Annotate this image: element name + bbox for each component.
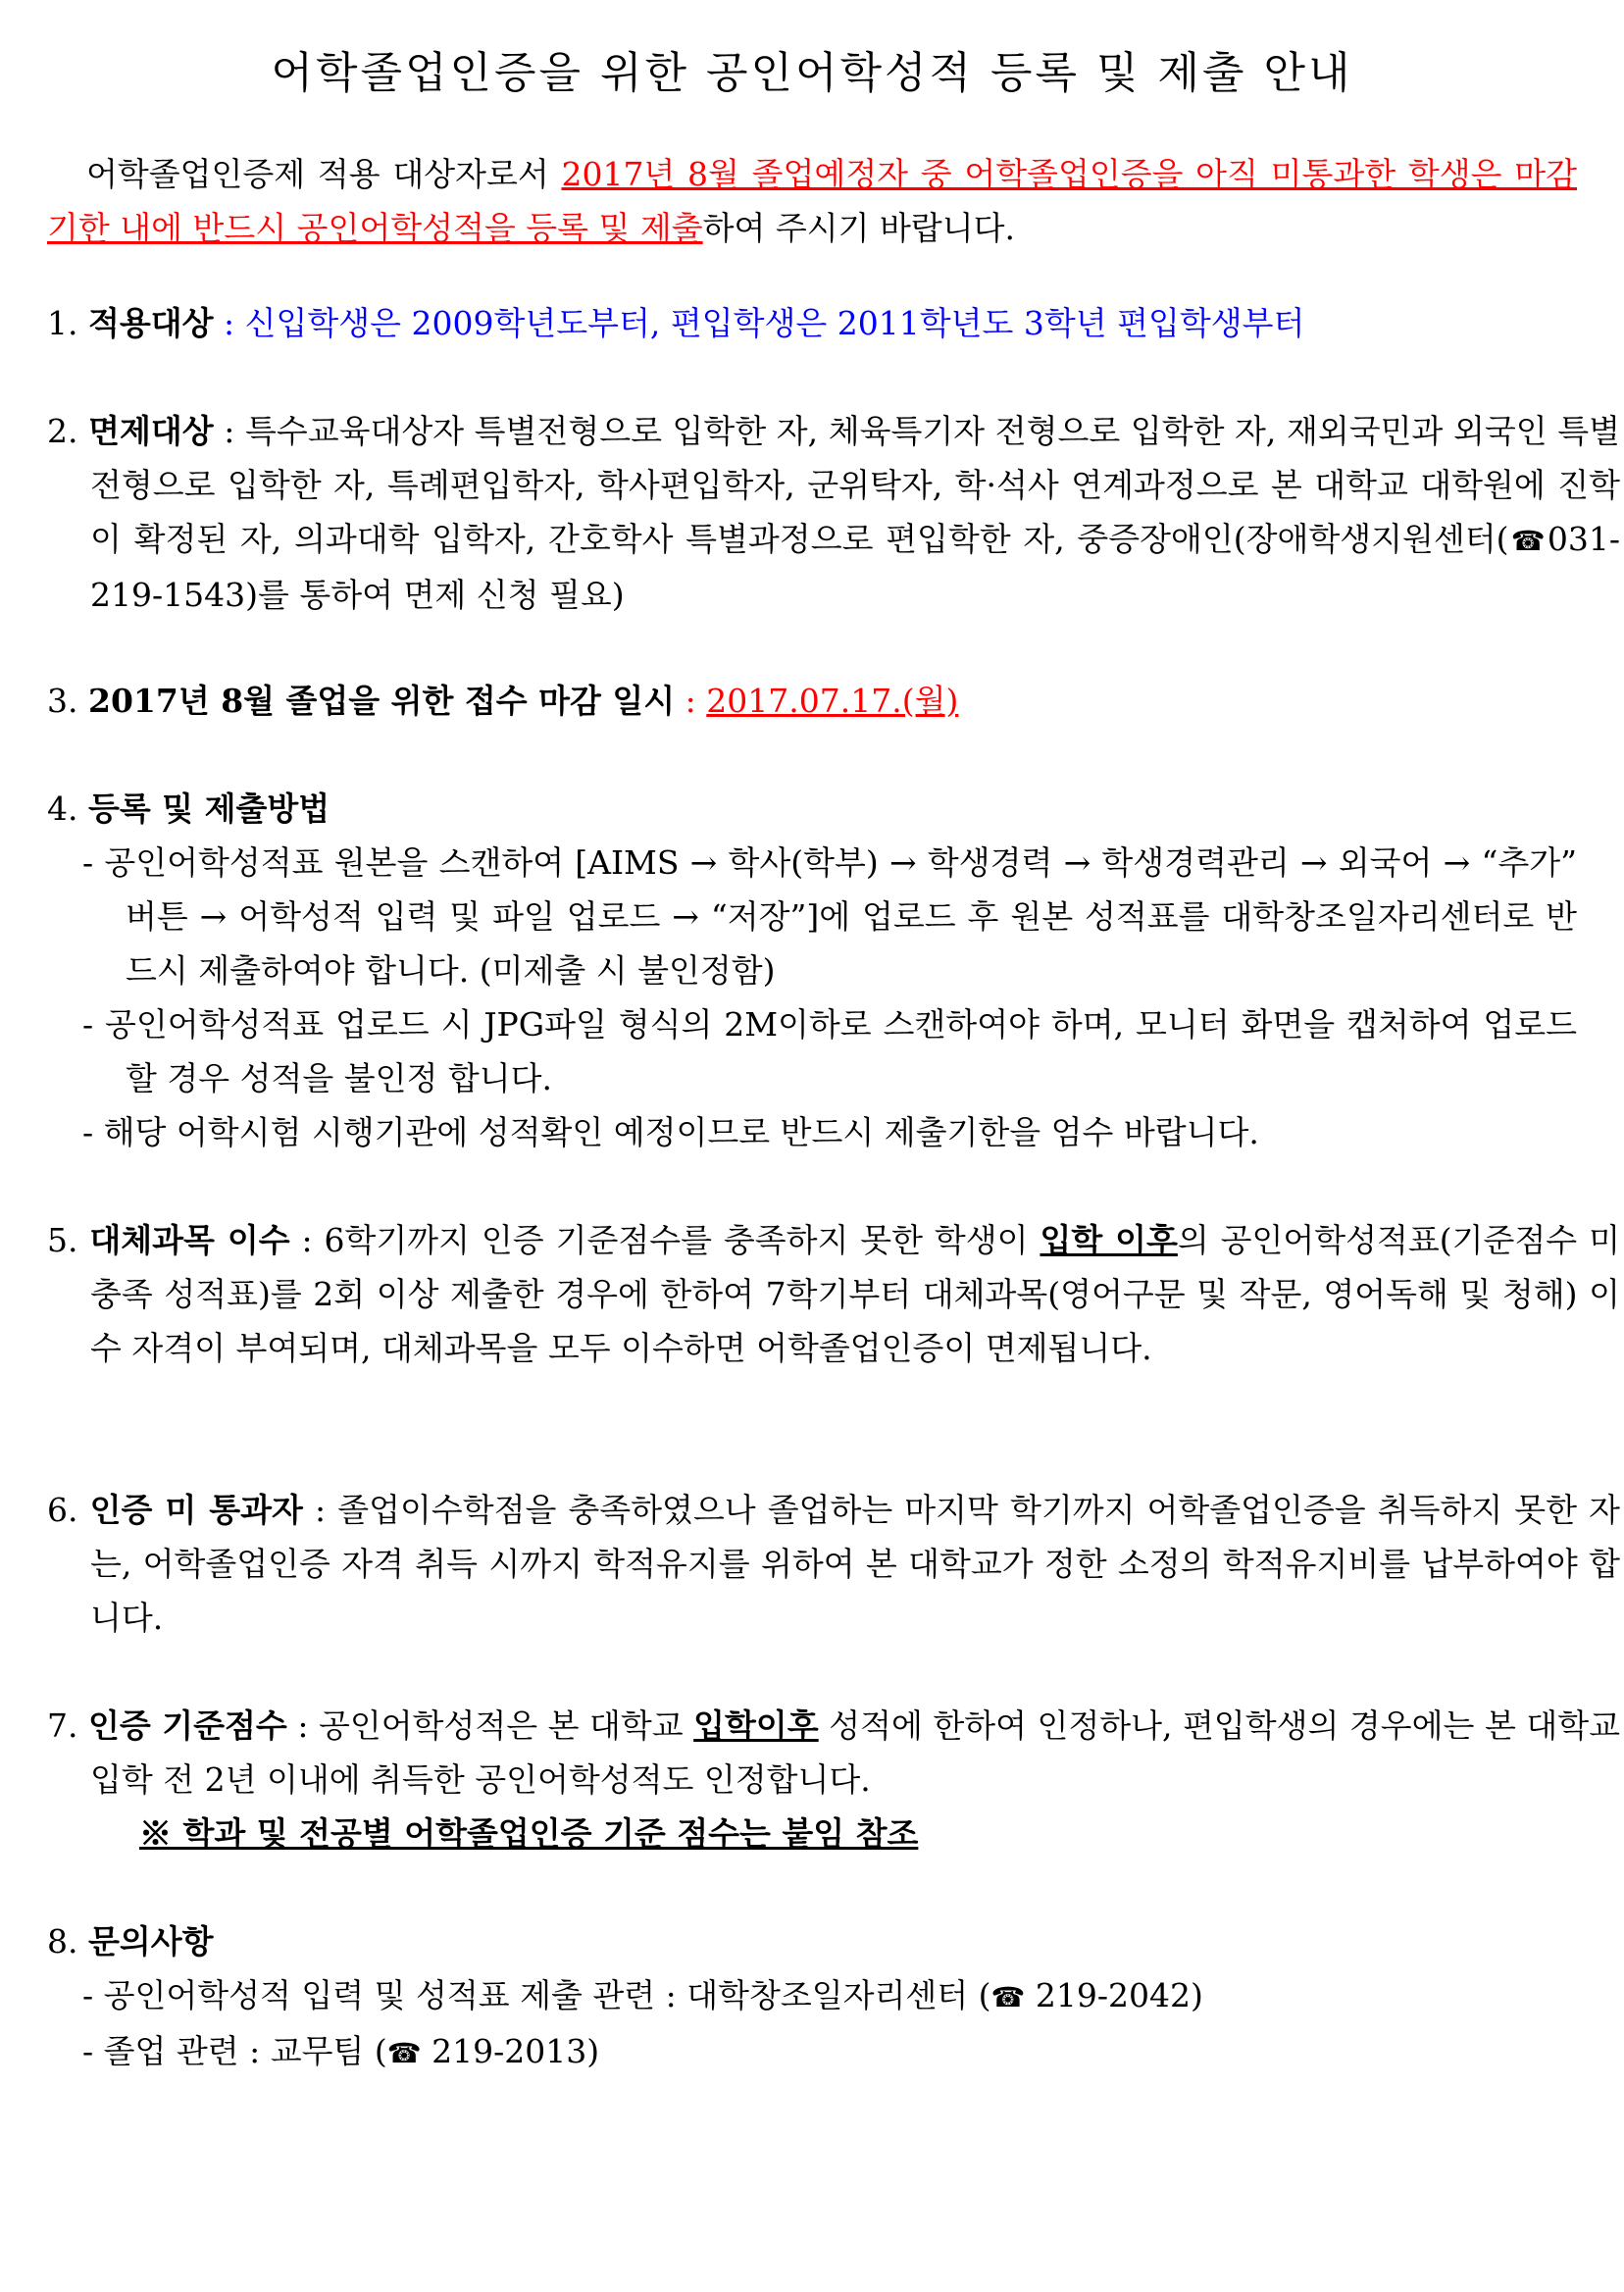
section-3-number: 3. xyxy=(47,682,78,720)
section-1-body: 신입학생은 2009학년도부터, 편입학생은 2011학년도 3학년 편입학생부터 xyxy=(244,304,1305,342)
section-6-body: 졸업이수학점을 충족하였으나 졸업하는 마지막 학기까지 어학졸업인증을 취득하지 못한 자는, 어학졸업인증 자격 취득 시까지 학적유지를 위하여 본 대학교가 정한 소정의 학적유지비를 납부하여야 합니다. xyxy=(90,1491,1620,1637)
section-2 xyxy=(47,404,1620,622)
page-title: 어학졸업인증을 위한 공인어학성적 등록 및 제출 안내 xyxy=(271,48,1353,98)
section-8-header xyxy=(47,1914,1577,1968)
section-5 xyxy=(47,1213,1620,1375)
section-4-header xyxy=(47,782,1577,836)
contact-item xyxy=(47,2024,1577,2080)
phone-icon: ☎ xyxy=(1508,525,1548,557)
contact-number: 219-2013) xyxy=(421,2032,600,2070)
section-3-heading: 2017년 8월 졸업을 위한 접수 마감 일시 xyxy=(88,682,676,720)
section-8-number: 8. xyxy=(47,1922,78,1961)
section-7-note: ※ 학과 및 전공별 어학졸업인증 기준 점수는 붙임 참조 xyxy=(139,1814,919,1853)
section-5-heading: 대체과목 이수 xyxy=(89,1221,290,1259)
section-2-heading: 면제대상 xyxy=(88,412,214,450)
section-2-sep: : xyxy=(213,412,245,450)
section-4-number: 4. xyxy=(47,789,78,828)
section-5-post: 의 공인어학성적표(기준점수 미충족 성적표)를 2회 이상 제출한 경우에 한하여 7학기부터 대체과목(영어구문 및 작문, 영어독해 및 청해) 이수 자격이 부여되며, 대체과목을 모두 이수하면 어학졸업인증이 면제됩니다. xyxy=(90,1221,1620,1367)
section-2-number: 2. xyxy=(47,412,78,450)
section-8 xyxy=(47,1914,1577,2080)
section-6 xyxy=(47,1483,1620,1645)
contact-item xyxy=(47,1968,1577,2024)
section-7-heading: 인증 기준점수 xyxy=(88,1706,287,1745)
contact-text: - 졸업 관련 : 교무팀 ( xyxy=(82,2032,387,2070)
section-1 xyxy=(47,296,1620,350)
contact-number: 219-2042) xyxy=(1025,1976,1203,2014)
section-4-heading: 등록 및 제출방법 xyxy=(88,789,330,828)
section-2-body: 특수교육대상자 특별전형으로 입학한 자, 체육특기자 전형으로 입학한 자, 재외국민과 외국인 특별전형으로 입학한 자, 특례편입학자, 학사편입학자, 군위탁자, 학·석사 연계과정으로 본 대학교 대학원에 진학이 확정된 자, 의과대학 입학자, 간호학사 특별과정으로 편입학한 자, 중증장애인(장애학생지원센터( xyxy=(90,412,1620,558)
section-7-emphasis: 입학이후 xyxy=(693,1706,819,1745)
section-5-emphasis: 입학 이후 xyxy=(1040,1221,1178,1259)
section-7-pre: 공인어학성적은 본 대학교 xyxy=(318,1706,694,1745)
section-7-post: 성적에 한하여 인정하나, 편입학생의 경우에는 본 대학교 입학 전 2년 이내에 취득한 공인어학성적도 인정합니다. xyxy=(90,1706,1620,1799)
section-5-number: 5. xyxy=(47,1221,78,1259)
section-1-sep: : xyxy=(213,304,245,342)
section-3 xyxy=(47,674,1620,728)
section-4 xyxy=(47,782,1577,1159)
deadline-date: 2017.07.17.(월) xyxy=(706,682,959,720)
section-7-number: 7. xyxy=(47,1706,78,1745)
section-6-heading: 인증 미 통과자 xyxy=(89,1491,303,1529)
section-2-body-end: 031-219-1543)를 통하여 면제 신청 필요) xyxy=(90,520,1620,614)
section-4-item: - 해당 어학시험 시행기관에 성적확인 예정이므로 반드시 제출기한을 엄수 바랍니다. xyxy=(82,1113,1259,1151)
section-8-heading: 문의사항 xyxy=(88,1922,214,1961)
section-7 xyxy=(47,1699,1620,1860)
intro-pre: 어학졸업인증제 적용 대상자로서 xyxy=(86,155,562,193)
section-7-sep: : xyxy=(286,1706,319,1745)
section-1-number: 1. xyxy=(47,304,78,342)
section-3-sep: : xyxy=(675,682,707,720)
phone-icon: ☎ xyxy=(386,2037,422,2069)
section-5-sep: : xyxy=(289,1221,325,1259)
intro-highlight: 2017년 8월 졸업예정자 중 어학졸업인증을 아직 미통과한 학생은 마감 기한 내에 반드시 공인어학성적을 등록 및 제출 xyxy=(47,155,1577,247)
section-4-item: - 공인어학성적표 원본을 스캔하여 [AIMS → 학사(학부) → 학생경력 → 학생경력관리 → 외국어 → “추가” 버튼 → 어학성적 입력 및 파일 업로드 → “저장”]에 업로드 후 원본 성적표를 대학창조일자리센터로 반드시 제출하여야 합니다. (미제출 시 불인정함) xyxy=(82,843,1577,990)
phone-icon: ☎ xyxy=(990,1981,1026,2013)
section-4-item: - 공인어학성적표 업로드 시 JPG파일 형식의 2M이하로 스캔하여야 하며, 모니터 화면을 캡처하여 업로드 할 경우 성적을 불인정 합니다. xyxy=(82,1005,1577,1097)
contact-text: - 공인어학성적 입력 및 성적표 제출 관련 : 대학창조일자리센터 ( xyxy=(82,1976,991,2014)
section-6-sep: : xyxy=(302,1491,338,1529)
intro-paragraph xyxy=(47,147,1577,255)
section-6-number: 6. xyxy=(47,1491,78,1529)
section-1-heading: 적용대상 xyxy=(88,304,214,342)
intro-post: 하여 주시기 바랍니다. xyxy=(702,209,1015,247)
section-5-pre: 6학기까지 인증 기준점수를 충족하지 못한 학생이 xyxy=(324,1221,1040,1259)
